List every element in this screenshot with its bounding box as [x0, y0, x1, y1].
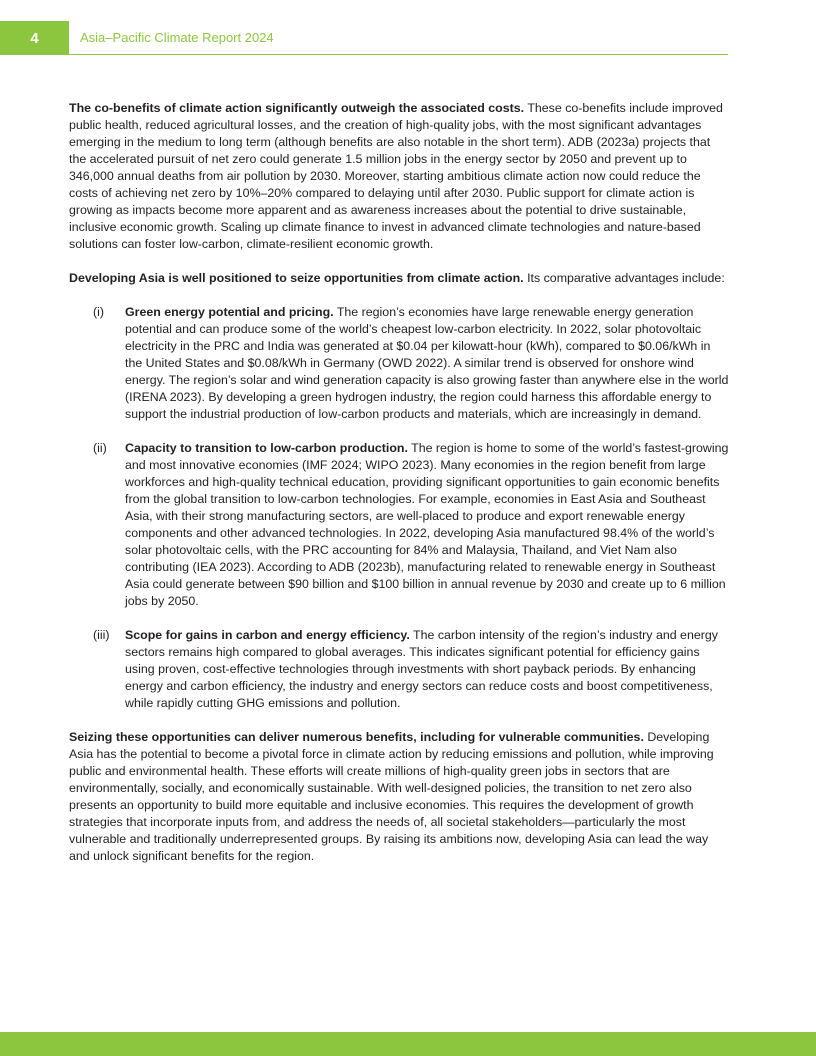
list-marker: (ii) [93, 441, 107, 455]
footer-bar [0, 1032, 816, 1056]
advantages-list [69, 304, 729, 712]
paragraph-positioned [69, 270, 729, 287]
list-item [69, 440, 729, 610]
list-marker: (iii) [93, 628, 110, 642]
list-item [69, 627, 729, 712]
paragraph-text: These co-benefits include improved public health, reduced agricultural losses, and the creation of high-quality jobs, with the most significant advantages emerging in the medium to long term (although benefits are also notable in the short term). ADB (2023a) projects that the accelerated pursuit of net zero could generate 1.5 million jobs in the energy sector by 2050 and prevent up to 346,000 annual deaths from air pollution by 2030. Moreover, starting ambitious climate action now could reduce the costs of achieving net zero by 10%–20% compared to delaying until after 2030. Public support for climate action is growing as impacts become more apparent and as awareness increases about the potential to drive sustainable, inclusive economic growth. Scaling up climate finance to invest in advanced climate technologies and nature-based solutions can foster low-carbon, climate-resilient economic growth. [69, 101, 723, 251]
list-item-text [125, 440, 729, 610]
list-item-body: The region is home to some of the world’s fastest-growing and most innovative economies (IMF 2024; WIPO 2023). Many economies in the region benefit from large workforces and high-quality technical education, providing significant opportunities to gain economic benefits from the global transition to low-carbon technologies. For example, economies in East Asia and Southeast Asia, with their strong manufacturing sectors, are well-placed to produce and export renewable energy components and other advanced technologies. In 2022, developing Asia manufactured 98.4% of the world’s solar photovoltaic cells, with the PRC accounting for 84% and Malaysia, Thailand, and Viet Nam also contributing (IEA 2023). According to ADB (2023b), manufacturing related to renewable energy in Southeast Asia could generate between $90 billion and $100 billion in annual revenue by 2030 and create up to 6 million jobs by 2050. [125, 441, 729, 608]
paragraph-lead: Developing Asia is well positioned to seize opportunities from climate action. [69, 271, 524, 285]
header-divider [69, 54, 728, 55]
paragraph-lead: Seizing these opportunities can deliver numerous benefits, including for vulnerable communities. [69, 730, 644, 744]
paragraph-text: Its comparative advantages include: [523, 271, 725, 285]
paragraph-text: Developing Asia has the potential to become a pivotal force in climate action by reducing emissions and pollution, while improving public and environmental health. These efforts will create millions of high-quality green jobs in sectors that are environmentally, socially, and economically sustainable. With well-designed policies, the transition to net zero also presents an opportunity to build more equitable and inclusive economies. This requires the development of growth strategies that incorporate inputs from, and address the needs of, all societal stakeholders—particularly the most vulnerable and traditionally underrepresented groups. By raising its ambitions now, developing Asia can lead the way and unlock significant benefits for the region. [69, 730, 714, 863]
list-item-body: The carbon intensity of the region’s industry and energy sectors remains high compared to global averages. This indicates significant potential for efficiency gains using proven, cost-effective technologies through investments with short payback periods. By enhancing energy and carbon efficiency, the industry and energy sectors can reduce costs and boost competitiveness, while rapidly cutting GHG emissions and pollution. [125, 628, 718, 710]
list-item-text [125, 304, 729, 423]
paragraph-co-benefits [69, 100, 729, 253]
page-number-badge [0, 21, 69, 55]
list-item-text [125, 627, 729, 712]
page-body [69, 100, 729, 865]
running-header-title: Asia–Pacific Climate Report 2024 [80, 30, 274, 45]
list-item-lead: Green energy potential and pricing. [125, 305, 334, 319]
list-item-lead: Capacity to transition to low-carbon production. [125, 441, 408, 455]
list-item-body: The region’s economies have large renewable energy generation potential and can produce some of the world’s cheapest low-carbon electricity. In 2022, solar photovoltaic electricity in the PRC and India was generated at $0.04 per kilowatt-hour (kWh), compared to $0.06/kWh in the United States and $0.08/kWh in Germany (OWD 2022). A similar trend is observed for onshore wind energy. The region’s solar and wind generation capacity is also growing faster than anywhere else in the world (IRENA 2023). By developing a green hydrogen industry, the region could harness this affordable energy to support the industrial production of low-carbon products and materials, which are increasingly in demand. [125, 305, 729, 421]
list-item-lead: Scope for gains in carbon and energy efficiency. [125, 628, 410, 642]
page-number: 4 [30, 29, 39, 47]
paragraph-seizing [69, 729, 729, 865]
list-item [69, 304, 729, 423]
list-marker: (i) [93, 305, 105, 319]
paragraph-lead: The co-benefits of climate action significantly outweigh the associated costs. [69, 101, 525, 115]
